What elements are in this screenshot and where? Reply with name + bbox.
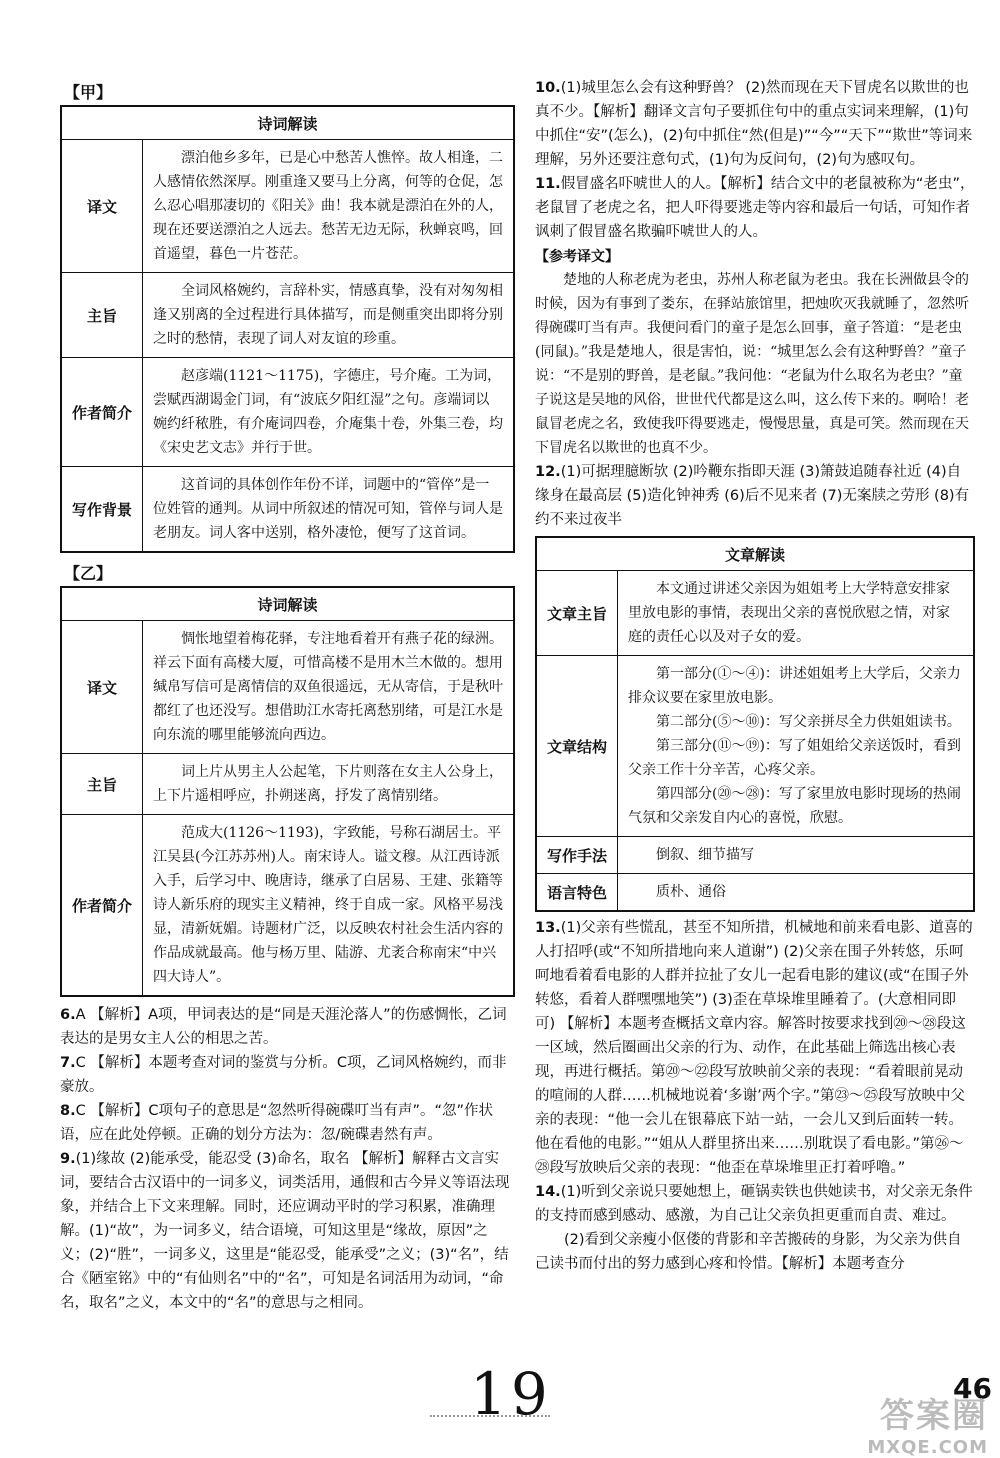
table-row <box>61 754 514 815</box>
row-key: 写作手法 <box>536 837 618 874</box>
row-key: 主旨 <box>61 273 143 358</box>
answer-text: C 【解析】本题考查对词的鉴赏与分析。C项，乙词风格婉约，而非豪放。 <box>60 1055 507 1095</box>
answer-item <box>535 460 975 532</box>
answer-item <box>60 1147 515 1315</box>
row-key: 译文 <box>61 621 143 754</box>
answer-text: 假冒盛名吓唬世人的人。【解析】结合文中的老鼠被称为“老虫”，老鼠冒了老虎之名，把人吓得要逃走等内容和最后一句话，可知作者讽刺了假冒盛名欺骗吓唬世人的人。 <box>535 176 975 240</box>
reference-title: 【参考译文】 <box>535 249 619 265</box>
row-key: 语言特色 <box>536 874 618 912</box>
watermark <box>867 1388 988 1458</box>
row-key: 文章结构 <box>536 656 618 837</box>
answer-item <box>535 76 975 172</box>
row-key: 作者简介 <box>61 815 143 997</box>
answer-number: 9. <box>60 1151 76 1167</box>
answer-text: (1)可据理臆断欤 (2)吟鞭东指即天涯 (3)箫鼓追随春社近 (4)自缘身在最高层 (5)造化钟神秀 (6)后不见来者 (7)无案牍之劳形 (8)有约不来过夜半 <box>535 464 970 528</box>
answer-item <box>535 172 975 244</box>
answer-text: C 【解析】C项句子的意思是“忽然听得碗碟叮当有声”。“忽”作状语，应在此处停顿。正确的划分方法为：忽/碗碟砉然有声。 <box>60 1103 494 1143</box>
row-value: 范成大(1126～1193)，字致能，号称石湖居士。平江吴县(今江苏苏州)人。南宋诗人。谥文穆。从江西诗派入手，后学习中、晚唐诗，继承了白居易、王建、张籍等诗人新乐府的现实主义精神，终于自成一家。风格平易浅显，清新妩媚。诗题材广泛，以反映农村社会生活内容的作品成就最高。他与杨万里、陆游、尤袤合称南宋“中兴四大诗人”。 <box>143 815 515 997</box>
answer-text: (1)父亲有些慌乱，甚至不知所措，机械地和前来看电影、道喜的人打招呼(或“不知所措地向来人道谢”) (2)父亲在围子外转悠，乐呵呵地看着看电影的人群并拉扯了女儿一起看电影的建议(或“在围子外转悠，看着人群嘿嘿地笑”) (3)歪在草垛堆里睡着了。(大意相同即可) 【解析】本题考查概括文章内容。解答时按要求找到⑳～㉘段这一区域，然后圈画出父亲的行为、动作，在此基础上筛选出核心表现，再进行概括。第⑳～㉒段写放映前父亲的表现：“看着眼前晃动的喧闹的人群……机械地说着‘多谢’两个字。”第㉓～㉕段写放映中父亲的表现：“他一会儿在银幕底下站一站，一会儿又到后面转一转。他在看他的电影。”“姐从人群里挤出来……别耽误了看电影。”第㉖～㉘段写放映后父亲的表现：“他歪在草垛堆里正打着呼噜。” <box>535 920 973 1176</box>
row-value: 这首词的具体创作年份不详，词题中的“管倅”是一位姓管的通判。从词中所叙述的情况可知，管倅与词人是老朋友。词人客中送别，格外凄怆，便写了这首词。 <box>143 467 515 553</box>
table-row <box>61 358 514 467</box>
answer-text: (1)城里怎么会有这种野兽？ (2)然而现在天下冒虎名以欺世的也真不少。【解析】翻译文言句子要抓住句中的重点实词来理解，(1)句中抓住“安”(怎么)，(2)句中抓住“然(但是)”“今”“天下”“欺世”等词来理解，另外还要注意句式，(1)句为反问句，(2)句为感叹句。 <box>535 80 973 168</box>
row-paragraph: 第二部分(⑤～⑩)：写父亲拼尽全力供姐姐读书。 <box>656 714 961 730</box>
answer-number: 7. <box>60 1055 76 1071</box>
answer-number: 12. <box>535 464 561 480</box>
right-column <box>535 76 975 1276</box>
watermark-url: MXQE.COM <box>867 1437 988 1458</box>
row-key: 文章主旨 <box>536 571 618 656</box>
left-answers <box>60 1003 515 1315</box>
row-key: 译文 <box>61 140 143 273</box>
jia-table <box>60 105 515 553</box>
row-paragraph: 第四部分(⑳～㉘)：写了家里放电影时现场的热闹气氛和父亲发自内心的喜悦，欣慰。 <box>628 786 961 826</box>
row-paragraph: 质朴、通俗 <box>656 884 726 900</box>
table-row <box>536 656 974 837</box>
article-table <box>535 536 975 912</box>
row-value: 全词风格婉约，言辞朴实，情感真挚，没有对匆匆相逢又别离的全过程进行具体描写，而是侧重突出即将分别之时的愁情，表现了词人对友谊的珍重。 <box>143 273 515 358</box>
left-column <box>60 76 515 1315</box>
row-key: 写作背景 <box>61 467 143 553</box>
yi-tag: 【乙】 <box>64 564 113 583</box>
row-key: 作者简介 <box>61 358 143 467</box>
answer-number: 10. <box>535 80 561 96</box>
row-value <box>618 837 975 874</box>
row-paragraph: 本文通过讲述父亲因为姐姐考上大学特意安排家里放电影的事情，表现出父亲的喜悦欣慰之情，对家庭的责任心以及对子女的爱。 <box>628 581 950 645</box>
answer-number: 11. <box>535 176 561 192</box>
jia-tag: 【甲】 <box>64 83 113 102</box>
row-paragraph: 第一部分(①～④)：讲述姐姐考上大学后，父亲力排众议要在家里放电影。 <box>628 666 961 706</box>
answer-text: (1)听到父亲说只要她想上，砸锅卖铁也供她读书，对父亲无条件的支持而感到感动、感激，为自己让父亲负担更重而自责、难过。 <box>535 1184 973 1224</box>
row-value: 词上片从男主人公起笔，下片则落在女主人公身上，上下片遥相呼应，扑朔迷离，抒发了离情别绪。 <box>143 754 515 815</box>
row-key: 主旨 <box>61 754 143 815</box>
table-row <box>536 837 974 874</box>
answer-continuation: (2)看到父亲瘦小伛偻的背影和辛苦搬砖的身影，为父亲为供自己读书而付出的努力感到心疼和怜惜。【解析】本题考查分 <box>535 1232 962 1272</box>
answer-item <box>535 1180 975 1228</box>
row-value: 惆怅地望着梅花驿，专注地看着开有燕子花的绿洲。祥云下面有高楼大厦，可惜高楼不是用木兰木做的。想用缄帛写信可是离情信的双鱼很遥远，无从寄信，于是秋叶都红了也还没写。想借助江水寄托离愁别绪，可是江水是向东流的哪里能够流向西边。 <box>143 621 515 754</box>
answer-item <box>60 1099 515 1147</box>
jia-header: 诗词解读 <box>61 106 514 140</box>
answer-item <box>60 1051 515 1099</box>
answer-number: 8. <box>60 1103 76 1119</box>
table-row <box>536 571 974 656</box>
answer-number: 6. <box>60 1007 76 1023</box>
answer-text: (1)缘故 (2)能承受，能忍受 (3)命名，取名 【解析】解释古文言实词，要结合古汉语中的一词多义，词类活用，通假和古今异义等语法现象，并结合上下文来理解。同时，还应调动平时的学习积累，准确理解。(1)“故”，为一词多义，结合语境，可知这里是“缘故，原因”之义；(2)“胜”，一词多义，这里是“能忍受，能承受”之义；(3)“名”，结合《陋室铭》中的“有仙则名”中的“名”，可知是名词活用为动词，“命名，取名”之义，本文中的“名”的意思与之相同。 <box>60 1151 510 1311</box>
table-row <box>61 621 514 754</box>
reference-text: 楚地的人称老虎为老虫，苏州人称老鼠为老虫。我在长洲做县令的时候，因为有事到了娄东，在驿站旅馆里，把烛吹灭我就睡了，忽然听得碗碟叮当有声。我便问看门的童子是怎么回事，童子答道：“是老虫(同鼠)。”我是楚地人，很是害怕，说：“城里怎么会有这种野兽？”童子说：“不是别的野兽，是老鼠。”我问他：“老鼠为什么取名为老虫？”童子说这是吴地的风俗，世世代代都是这么叫，这么传下来的。啊哈！老鼠冒老虎之名，致使我吓得要逃走，慢慢思量，真是可笑。然而现在天下冒虎名以欺世的也真不少。 <box>535 272 969 456</box>
answer-number: 14. <box>535 1184 561 1200</box>
article-header: 文章解读 <box>536 537 974 571</box>
handwritten-number: 19 <box>470 1360 552 1428</box>
row-paragraph: 第三部分(⑪～⑲)：写了姐姐给父亲送饭时，看到父亲工作十分辛苦，心疼父亲。 <box>628 738 961 778</box>
watermark-logo: 答案圈 <box>880 1396 988 1436</box>
dotted-rule <box>430 1415 550 1417</box>
row-paragraph: 倒叙、细节描写 <box>656 847 754 863</box>
yi-table <box>60 586 515 997</box>
row-value: 漂泊他乡多年，已是心中愁苦人憔悴。故人相逢，二人感情依然深厚。刚重逢又要马上分离，何等的仓促，怎么忍心唱那凄切的《阳关》曲！我本就是漂泊在外的人，现在还要送漂泊之人远去。愁苦无边无际，秋蝉哀鸣，回首遥望，暮色一片苍茫。 <box>143 140 515 273</box>
answer-text: A 【解析】A项，甲词表达的是“同是天涯沦落人”的伤感惆怅，乙词表达的是男女主人公的相思之苦。 <box>60 1007 507 1047</box>
answer-item <box>535 916 975 1180</box>
row-value <box>618 656 975 837</box>
table-row <box>61 140 514 273</box>
row-value: 赵彦端(1121～1175)，字德庄，号介庵。工为词，尝赋西湖谒金门词，有“波底夕阳红湿”之句。彦端词以婉约纤秾胜，有介庵词四卷，介庵集十卷，外集三卷，均《宋史艺文志》并行于世。 <box>143 358 515 467</box>
page-number: 46 <box>953 1372 992 1405</box>
table-row <box>61 815 514 997</box>
answer-item <box>60 1003 515 1051</box>
yi-header: 诗词解读 <box>61 587 514 621</box>
table-row <box>536 874 974 912</box>
answer-number: 13. <box>535 920 561 936</box>
row-value <box>618 874 975 912</box>
row-value <box>618 571 975 656</box>
table-row <box>61 273 514 358</box>
table-row <box>61 467 514 553</box>
